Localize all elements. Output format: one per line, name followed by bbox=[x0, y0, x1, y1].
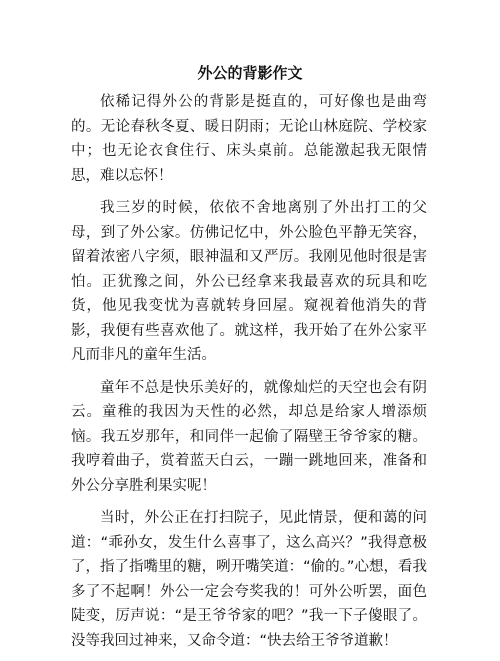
document-title: 外公的背影作文 bbox=[197, 64, 303, 82]
paragraph-1: 依稀记得外公的背影是挺直的，可好像也是曲弯的。无论春秋冬夏、暖日阴雨；无论山林庭院、学校家中；也无论衣食住行、床头桌前。总能激起我无限情思，难以忘怀！ bbox=[71, 94, 427, 184]
paragraph-2: 我三岁的时候，依依不舍地离别了外出打工的父母，到了外公家。仿佛记忆中，外公脸色平静无笑容，留着浓密八字须，眼神温和又严厉。我刚见他时很是害怕。正犹豫之间，外公已经拿来我最喜欢的玩具和吃货，他见我变忧为喜就转身回屋。窥视着他消失的背影，我便有些喜欢他了。就这样，我开始了在外公家平凡而非凡的童年生活。 bbox=[71, 200, 427, 363]
paragraph-4: 当时，外公正在打扫院子，见此情景，便和蔼的问道：“乖孙女，发生什么喜事了，这么高兴？”我得意极了，指了指嘴里的糖，咧开嘴笑道：“偷的。”心想，看我多了不起啊！外公一定会夸奖我的！可外公听罢，面色陡变，厉声说：“是王爷爷家的吧？”我一下子傻眼了。没等我回过神来，又命令道：“快去给王爷爷道歉！ bbox=[71, 510, 427, 649]
document-body bbox=[71, 90, 427, 661]
paragraph-3: 童年不总是快乐美好的，就像灿烂的天空也会有阴云。童稚的我因为天性的必然，却总是给家人增添烦恼。我五岁那年，和同伴一起偷了隔壁王爷爷家的糖。我哼着曲子，赏着蓝天白云，一蹦一跳地回来，准备和外公分享胜利果实呢！ bbox=[71, 379, 427, 494]
